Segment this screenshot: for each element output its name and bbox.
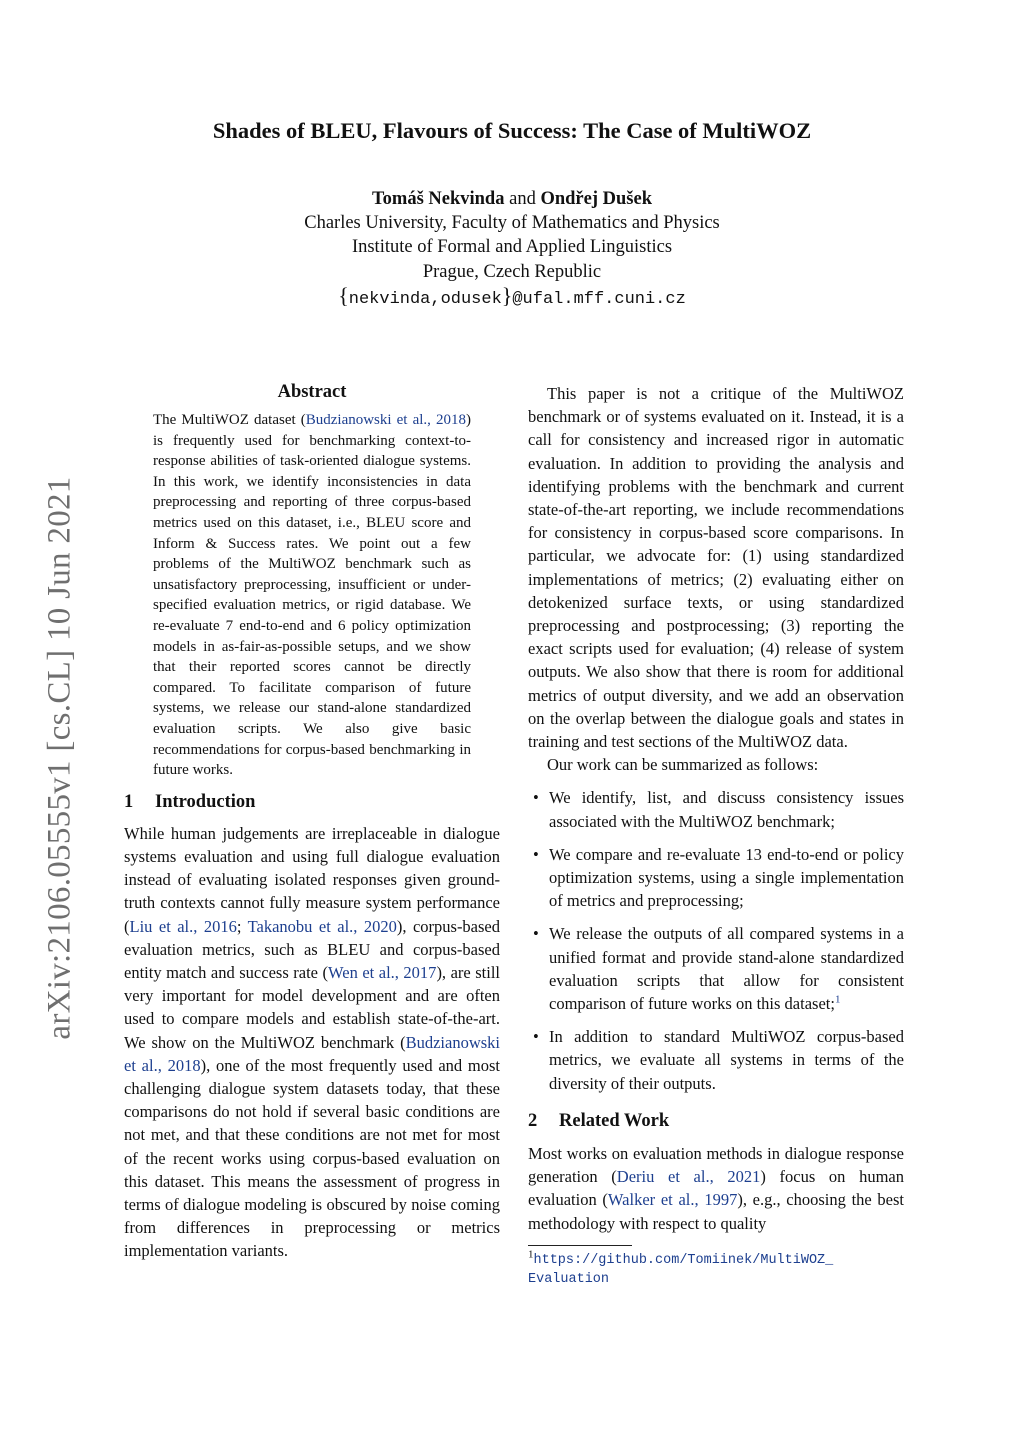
footnote-divider (528, 1245, 632, 1246)
author-2: Ondřej Dušek (540, 189, 652, 209)
footnote-marker[interactable]: 1 (834, 993, 841, 1006)
list-item (528, 843, 904, 913)
list-item-text: In addition to standard MultiWOZ corpus-based metrics, we evaluate all systems in terms of the diversity of their outputs. (549, 1027, 904, 1093)
author-conjunction: and (504, 189, 541, 209)
footnote-url-link[interactable]: https://github.com/Tomiinek/MultiWOZ_ Evaluation (528, 1252, 834, 1287)
summary-lead: Our work can be summarized as follows: (547, 755, 819, 775)
author-block (0, 187, 1024, 312)
left-column (124, 382, 500, 1263)
section-heading-related-work (528, 1111, 904, 1132)
body-text: ), one of the most frequently used and most challenging dialogue system datasets today, that these comparisons do not hold if several basic conditions are not met, and that these conditions are not met for most of the recent works using corpus-based evaluation on this dataset. This means the assessment of progress in terms of dialogue modeling is obscured by noise coming from differences in preprocessing or metrics implementation variants. (124, 1055, 500, 1261)
footnote (528, 1250, 904, 1288)
affiliation-institute: Institute of Formal and Applied Linguistics (351, 237, 673, 258)
citation-link[interactable]: Budzianowski et al., 2018 (124, 1032, 500, 1075)
introduction-paragraph (124, 822, 500, 1263)
arxiv-identifier: arXiv:2106.05555v1 [cs.CL] 10 Jun 2021 (41, 476, 78, 1040)
motivation-paragraph: This paper is not a critique of the MultiWOZ benchmark or of systems evaluated on it. Instead, it is a call for consistency and increased rigor in automatic evaluation. In addition to providing the analysis and identifying problems with the benchmark and current state-of-the-art reporting, we include recommendations for consistency in corpus-based score comparisons. In particular, we advocate for: (1) using standardized implementations of metrics; (2) evaluating either on detokenized surface texts, or using standardized preprocessing and postprocessing; (3) reporting the exact scripts used for evaluation; (4) release of system outputs. We also show that there is room for additional metrics of output diversity, and we add an observation on the overlap between the dialogue goals and states in training and test sections of the MultiWOZ data. (528, 384, 904, 752)
author-1: Tomáš Nekvinda (372, 189, 505, 209)
abstract-text-part: The MultiWOZ dataset ( (153, 412, 306, 428)
list-item (528, 786, 904, 832)
list-item (528, 1025, 904, 1095)
bullet-icon: • (533, 924, 539, 944)
email-brace-close: } (501, 282, 513, 308)
list-item (528, 922, 904, 1015)
related-work-paragraph (528, 1142, 904, 1235)
bullet-icon: • (533, 844, 539, 864)
bullet-icon: • (533, 1027, 539, 1047)
abstract-heading: Abstract (277, 382, 347, 402)
section-title: Related Work (559, 1110, 670, 1131)
footnote-number: 1 (528, 1248, 534, 1261)
abstract-text-part: ) is frequently used for benchmarking context-to-response abilities of task-oriented dialogue systems. In this work, we identify inconsistencies in data preprocessing and reporting of three corpus-based metrics used on this dataset, i.e., BLEU score and Inform & Success rates. We point out a few problems of the MultiWOZ benchmark such as unsatisfactory preprocessing, insufficient or under-specified evaluation metrics, or rigid database. We re-evaluate 7 end-to-end and 6 policy optimization models in as-fair-as-possible setups, and we show that their reported scores cannot be directly compared. To facilitate comparison of future systems, we release our stand-alone standardized evaluation scripts. We also give basic recommendations for corpus-based benchmarking in future works. (153, 412, 471, 779)
email-users: nekvinda,odusek (348, 289, 502, 309)
list-item-text: We identify, list, and discuss consistency issues associated with the MultiWOZ benchmark; (549, 788, 904, 831)
abstract-text (153, 410, 471, 781)
citation-link[interactable]: Deriu et al., 2021 (616, 1167, 761, 1187)
body-text: ; (236, 916, 248, 936)
section-heading-introduction (124, 792, 500, 813)
author-emails (0, 284, 1024, 312)
citation-link[interactable]: Budzianowski et al., 2018 (305, 412, 466, 428)
paper-title: Shades of BLEU, Flavours of Success: The Case of MultiWOZ (212, 118, 812, 143)
section-number: 1 (124, 791, 134, 812)
body-text: While human judgements are irreplaceable in dialogue systems evaluation and using full dialogue evaluation instead of evaluating isolated responses given ground-truth contexts cannot fully measure system performance ( (124, 823, 500, 936)
author-names (0, 187, 1024, 211)
body-text: ) focus on human evaluation ( (528, 1167, 904, 1210)
email-brace-open: { (338, 282, 349, 308)
affiliation-location: Prague, Czech Republic (422, 261, 602, 282)
section-number: 2 (528, 1110, 538, 1131)
citation-link[interactable]: Liu et al., 2016 (129, 916, 237, 936)
citation-link[interactable]: Takanobu et al., 2020 (247, 916, 397, 936)
bullet-icon: • (533, 788, 539, 808)
section-title: Introduction (155, 791, 256, 812)
body-text: ), are still very important for model development and are often used to compare models and establish state-of-the-art. We show on the MultiWOZ benchmark ( (124, 962, 500, 1052)
list-item-text: We release the outputs of all compared systems in a unified format and provide stand-alone standardized evaluation scripts that allow for consistent comparison of future works on this dataset; (549, 924, 904, 1014)
citation-link[interactable]: Wen et al., 2017 (328, 962, 437, 982)
email-domain: @ufal.mff.cuni.cz (512, 289, 686, 309)
body-text: ), e.g., choosing the best methodology with respect to quality (528, 1190, 905, 1233)
list-item-text: We compare and re-evaluate 13 end-to-end or policy optimization systems, using a single implementation of metrics and preprocessing; (549, 844, 904, 911)
contribution-list (528, 786, 904, 1094)
right-column (528, 382, 904, 1288)
body-text: Most works on evaluation methods in dialogue response generation ( (528, 1143, 904, 1187)
affiliation-university: Charles University, Faculty of Mathematics and Physics (304, 213, 720, 234)
body-text: ), corpus-based evaluation metrics, such as BLEU and corpus-based entity match and success rate ( (124, 916, 501, 982)
citation-link[interactable]: Walker et al., 1997 (607, 1190, 738, 1210)
